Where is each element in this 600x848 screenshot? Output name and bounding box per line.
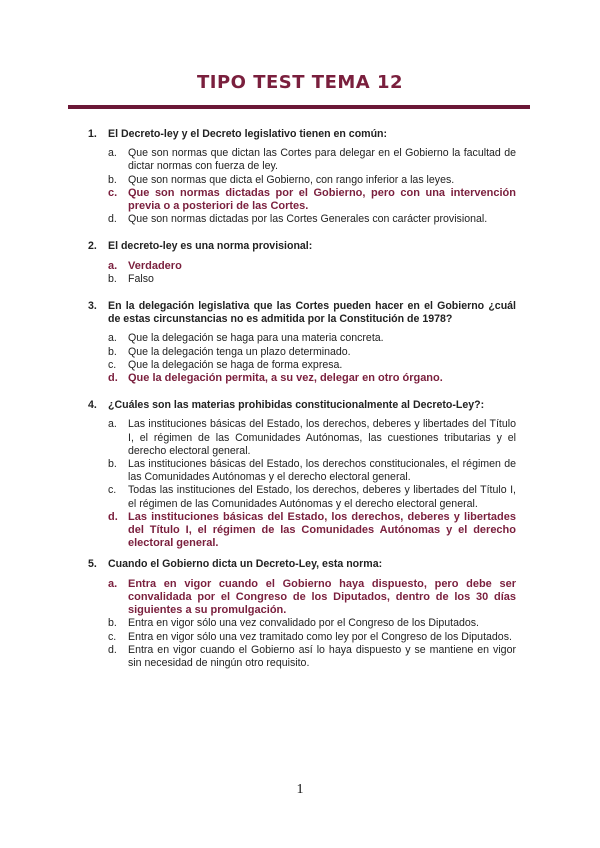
option-text: Que son normas que dictan las Cortes para delegar en el Gobierno la facultad de dictar normas con fuerza de ley. [128, 147, 516, 173]
option-b [108, 174, 516, 187]
option-a [108, 147, 516, 173]
question-5 [88, 558, 516, 670]
question-text: ¿Cuáles son las materias prohibidas constitucionalmente al Decreto-Ley?: [108, 399, 485, 412]
option-a [108, 332, 516, 345]
option-letter: b. [108, 173, 117, 186]
option-b [108, 458, 516, 484]
page-number: 1 [296, 782, 304, 797]
option-text: Todas las instituciones del Estado, los derechos, deberes y libertades del Título I, el régimen de las Comunidades Autónomas y el derecho electoral general. [128, 484, 516, 510]
option-a-correct [108, 578, 516, 618]
option-text: Que la delegación se haga para una materia concreta. [128, 332, 384, 345]
question-1 [88, 128, 516, 226]
option-letter: c. [108, 484, 117, 497]
option-text: Que la delegación se haga de forma expresa. [128, 358, 343, 371]
option-letter: b. [108, 458, 117, 471]
question-text: El decreto-ley es una norma provisional: [108, 240, 313, 253]
question-text: En la delegación legislativa que las Cortes pueden hacer en el Gobierno ¿cuál de estas circunstancias no es admitida por la Constitución de 1978? [108, 300, 516, 326]
option-letter: c. [108, 186, 118, 199]
option-letter: a. [108, 259, 118, 272]
option-letter: a. [108, 418, 117, 431]
question-number: 4. [88, 399, 97, 412]
option-letter: d. [108, 213, 117, 226]
option-text: Entra en vigor cuando el Gobierno haya dispuesto, pero debe ser convalidada por el Congreso de los Diputados, dentro de los 30 días siguientes a su promulgación. [128, 577, 516, 617]
option-a-correct [108, 260, 516, 273]
question-number: 1. [88, 128, 97, 140]
question-number: 2. [88, 240, 97, 253]
option-d-correct [108, 372, 516, 385]
option-a [108, 418, 516, 458]
option-letter: d. [108, 372, 118, 385]
title-underline [68, 105, 530, 109]
option-c [108, 484, 516, 510]
option-text: Entra en vigor sólo una vez tramitado como ley por el Congreso de los Diputados. [128, 630, 512, 643]
question-number: 5. [88, 558, 97, 571]
option-letter: a. [108, 147, 117, 160]
option-text: Las instituciones básicas del Estado, los derechos, deberes y libertades del Título I, el régimen de las Comunidades Autónomas, las cuestiones tributarias y el derecho electoral general. [128, 418, 516, 457]
option-d [108, 644, 516, 670]
option-letter: b. [108, 272, 117, 285]
option-text: Verdadero [128, 259, 182, 272]
option-text: Entra en vigor cuando el Gobierno así lo haya dispuesto y se mantiene en vigor sin necesidad de ningún otro requisito. [128, 643, 516, 669]
option-text: Las instituciones básicas del Estado, los derechos, deberes y libertades del Título I, el régimen de las Comunidades Autónomas y el derecho electoral general. [128, 510, 516, 550]
page-title: TIPO TEST TEMA 12 [196, 72, 404, 93]
option-c [108, 359, 516, 372]
option-d [108, 213, 516, 226]
option-c-correct [108, 187, 516, 213]
question-2 [88, 240, 516, 286]
option-b [108, 273, 516, 286]
option-letter: d. [108, 510, 118, 523]
option-text: Que la delegación tenga un plazo determinado. [128, 345, 351, 358]
option-letter: b. [108, 345, 117, 358]
option-letter: b. [108, 617, 117, 630]
option-text: Las instituciones básicas del Estado, los derechos constitucionales, el régimen de las Comunidades Autónomas y el derecho electoral general. [128, 458, 516, 484]
question-text: Cuando el Gobierno dicta un Decreto-Ley, esta norma: [108, 558, 383, 571]
question-4 [88, 399, 516, 550]
option-letter: a. [108, 332, 117, 345]
question-number: 3. [88, 300, 97, 313]
option-text: Que la delegación permita, a su vez, delegar en otro órgano. [128, 372, 443, 385]
option-text: Que son normas que dicta el Gobierno, con rango inferior a las leyes. [128, 173, 455, 186]
option-text: Entra en vigor sólo una vez convalidado por el Congreso de los Diputados. [128, 617, 479, 630]
question-list [88, 128, 516, 684]
option-d-correct [108, 511, 516, 551]
option-b [108, 346, 516, 359]
option-letter: c. [108, 358, 117, 371]
question-text: El Decreto-ley y el Decreto legislativo tienen en común: [108, 128, 388, 140]
option-letter: a. [108, 577, 118, 590]
option-letter: d. [108, 643, 117, 656]
option-c [108, 631, 516, 644]
option-text: Que son normas dictadas por las Cortes Generales con carácter provisional. [128, 213, 488, 226]
option-text: Falso [128, 272, 154, 285]
question-3 [88, 300, 516, 385]
option-b [108, 617, 516, 630]
option-letter: c. [108, 630, 117, 643]
option-text: Que son normas dictadas por el Gobierno, pero con una intervención previa o a posteriori de las Cortes. [128, 186, 516, 213]
